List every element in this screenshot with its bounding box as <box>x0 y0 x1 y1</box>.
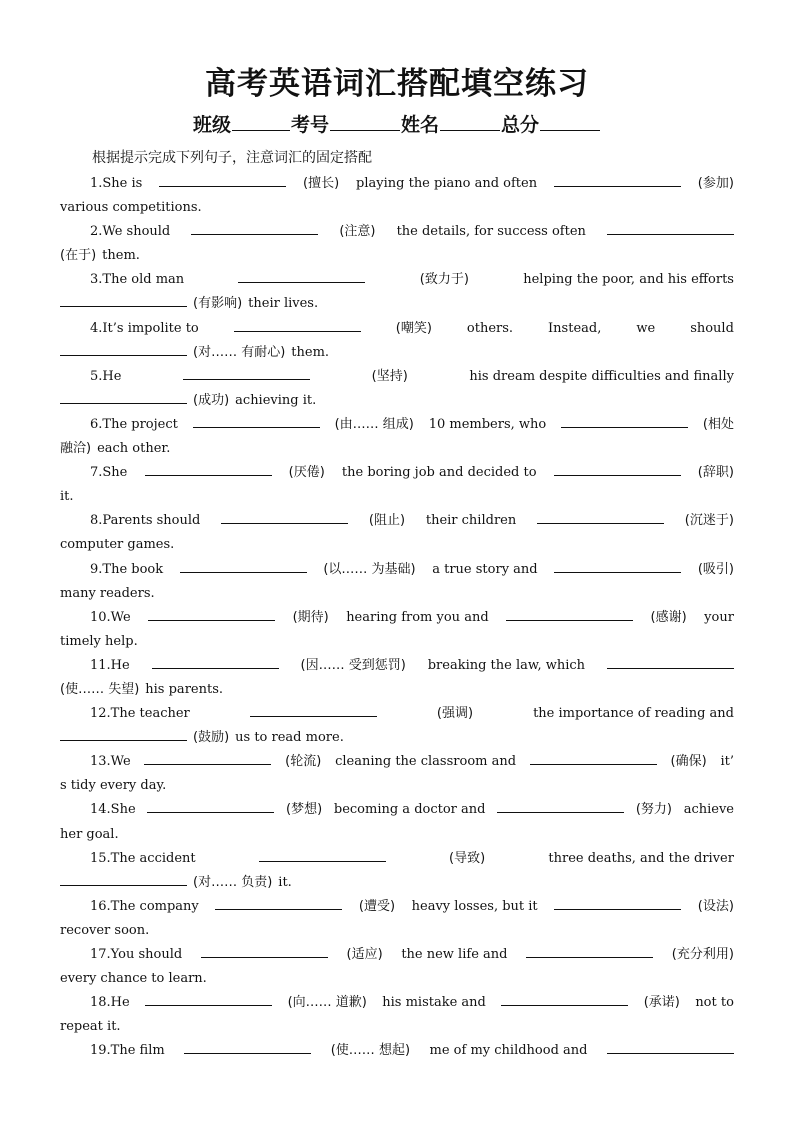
sentence-text: 18.He <box>90 995 130 1011</box>
answer-blank[interactable] <box>144 751 271 765</box>
sentence-text: his dream despite difficulties and finally <box>469 368 734 384</box>
exercise-item <box>60 220 734 268</box>
chinese-hint: (有影响) <box>193 296 243 312</box>
exercise-line <box>60 654 734 678</box>
exercise-line <box>60 991 734 1015</box>
chinese-hint: (适应) <box>346 947 383 962</box>
sentence-text: your <box>704 609 734 625</box>
sentence-text: 19.The film <box>90 1043 165 1059</box>
exercise-item <box>60 268 734 316</box>
exercise-item <box>60 509 734 557</box>
name-label: 姓名 <box>401 114 440 136</box>
chinese-hint: (在于) <box>60 248 97 264</box>
exercise-line <box>60 461 734 485</box>
answer-blank[interactable] <box>554 173 681 187</box>
exercise-line <box>60 606 734 630</box>
chinese-hint: (使…… 失望) <box>60 681 140 697</box>
chinese-hint: (期待) <box>292 609 329 625</box>
answer-blank[interactable] <box>250 703 377 717</box>
exercise-item <box>60 413 734 461</box>
answer-blank[interactable] <box>561 414 688 428</box>
sentence-text: repeat it. <box>60 1019 121 1035</box>
answer-blank[interactable] <box>60 727 187 741</box>
exercise-item <box>60 365 734 413</box>
sentence-text: 1.She is <box>90 176 143 191</box>
chinese-hint: (阻止) <box>368 513 406 529</box>
sentence-text: 13.We <box>90 754 131 770</box>
sentence-text: three deaths, and the driver <box>548 850 734 866</box>
exercise-item <box>60 172 734 220</box>
sentence-text: them. <box>291 344 330 360</box>
answer-blank[interactable] <box>147 799 274 813</box>
answer-blank[interactable] <box>145 992 272 1006</box>
sentence-text: others. <box>466 320 514 336</box>
sentence-text: 16.The company <box>90 898 199 914</box>
exercise-list <box>60 172 734 1088</box>
chinese-hint: (设法) <box>697 898 734 914</box>
chinese-hint: (相处 <box>702 416 734 432</box>
exercise-line <box>60 341 734 365</box>
chinese-hint: (参加) <box>697 176 734 191</box>
exercise-item <box>60 750 734 798</box>
answer-blank[interactable] <box>193 414 320 428</box>
sentence-text: the importance of reading and <box>533 706 734 722</box>
chinese-hint: 融洽) <box>60 441 92 457</box>
answer-blank[interactable] <box>238 269 365 283</box>
sentence-text: the new life and <box>401 947 508 962</box>
exercise-item <box>60 654 734 702</box>
sentence-text: should <box>690 320 734 336</box>
answer-blank[interactable] <box>501 992 628 1006</box>
exercise-line <box>60 967 734 991</box>
sentence-text: achieve <box>683 802 734 818</box>
answer-blank[interactable] <box>159 173 286 187</box>
answer-blank[interactable] <box>180 559 307 573</box>
answer-blank[interactable] <box>221 510 348 524</box>
chinese-hint: (嘲笑) <box>395 320 432 336</box>
sentence-text: cleaning the classroom and <box>335 754 517 770</box>
exercise-line <box>60 485 734 509</box>
sentence-text: hearing from you and <box>346 609 489 625</box>
exercise-item <box>60 317 734 365</box>
exercise-line <box>60 413 734 437</box>
chinese-hint: (因…… 受到惩罚) <box>300 657 406 673</box>
answer-blank[interactable] <box>60 342 187 356</box>
sentence-text: playing the piano and often <box>356 176 538 191</box>
exercise-line <box>60 196 734 220</box>
sentence-text: their lives. <box>248 296 319 312</box>
chinese-hint: (厌倦) <box>288 465 325 481</box>
answer-blank[interactable] <box>259 848 386 862</box>
exercise-line <box>60 847 734 871</box>
exercise-line <box>60 292 734 316</box>
answer-blank[interactable] <box>554 559 681 573</box>
sentence-text: breaking the law, which <box>427 657 586 673</box>
class-blank[interactable] <box>232 112 290 131</box>
chinese-hint: (轮流) <box>285 754 322 770</box>
exercise-item <box>60 847 734 895</box>
exercise-line <box>60 798 734 822</box>
chinese-hint: (使…… 想起) <box>330 1043 411 1059</box>
exercise-line <box>60 268 734 292</box>
sentence-text: not to <box>695 995 734 1011</box>
sentence-text: them. <box>102 248 140 264</box>
student-info-line <box>0 110 794 137</box>
sentence-text: 11.He <box>90 657 130 673</box>
sentence-text: we <box>636 320 656 336</box>
answer-blank[interactable] <box>234 318 361 332</box>
sentence-text: his mistake and <box>382 995 486 1011</box>
sentence-text: his parents. <box>145 681 223 697</box>
sentence-text: it. <box>278 874 292 890</box>
sentence-text: 6.The project <box>90 416 178 432</box>
sentence-text: me of my childhood and <box>429 1043 588 1059</box>
sentence-text: 17.You should <box>90 947 183 962</box>
exercise-line <box>60 943 734 967</box>
chinese-hint: (成功) <box>193 392 230 408</box>
exercise-line <box>60 582 734 606</box>
sentence-text: many readers. <box>60 585 155 601</box>
sentence-text: a true story and <box>432 561 538 577</box>
chinese-hint: (对…… 负责) <box>193 874 273 890</box>
exercise-line <box>60 365 734 389</box>
sentence-text: us to read more. <box>235 730 344 746</box>
exercise-line <box>60 774 734 798</box>
answer-blank[interactable] <box>201 944 328 958</box>
answer-blank[interactable] <box>554 462 681 476</box>
exercise-line <box>60 895 734 919</box>
exercise-item <box>60 702 734 750</box>
score-label: 总分 <box>501 114 540 136</box>
exercise-line <box>60 726 734 750</box>
number-blank[interactable] <box>330 112 400 131</box>
exercise-line <box>60 389 734 413</box>
sentence-text: recover soon. <box>60 922 150 938</box>
sentence-text: 12.The teacher <box>90 706 190 722</box>
chinese-hint: (辞职) <box>697 465 734 481</box>
sentence-text: becoming a doctor and <box>333 802 486 818</box>
sentence-text: every chance to learn. <box>60 971 207 987</box>
answer-blank[interactable] <box>554 896 681 910</box>
chinese-hint: (鼓励) <box>193 730 230 746</box>
instruction-text: 根据提示完成下列句子，注意词汇的固定搭配 <box>92 150 372 166</box>
sentence-text: Instead, <box>548 320 602 336</box>
sentence-text: the details, for success often <box>396 224 586 240</box>
sentence-text: each other. <box>97 441 171 457</box>
answer-blank[interactable] <box>148 607 275 621</box>
sentence-text: 9.The book <box>90 561 164 577</box>
number-label: 考号 <box>290 114 329 136</box>
chinese-hint: (沉迷于) <box>684 513 734 529</box>
sentence-text: it’ <box>720 754 734 770</box>
answer-blank[interactable] <box>215 896 342 910</box>
sentence-text: 15.The accident <box>90 850 196 866</box>
chinese-hint: (强调) <box>436 706 474 722</box>
name-blank[interactable] <box>440 112 500 131</box>
chinese-hint: (注意) <box>339 224 376 240</box>
answer-blank[interactable] <box>184 1040 311 1054</box>
sentence-text: computer games. <box>60 537 175 553</box>
exercise-line <box>60 317 734 341</box>
sentence-text: achieving it. <box>235 392 317 408</box>
exercise-line <box>60 220 734 244</box>
sentence-text: various competitions. <box>60 200 202 216</box>
sentence-text: 8.Parents should <box>90 513 201 529</box>
exercise-line <box>60 533 734 557</box>
chinese-hint: (充分利用) <box>671 947 734 962</box>
answer-blank[interactable] <box>537 510 664 524</box>
sentence-text: 7.She <box>90 465 128 481</box>
chinese-hint: (向…… 道歉) <box>287 995 367 1011</box>
exercise-item <box>60 1039 734 1087</box>
answer-blank[interactable] <box>152 655 279 669</box>
sentence-text: the boring job and decided to <box>341 465 537 481</box>
exercise-item <box>60 798 734 846</box>
answer-blank[interactable] <box>60 390 187 404</box>
answer-blank[interactable] <box>506 607 633 621</box>
exercise-line <box>60 1039 734 1063</box>
exercise-line <box>60 509 734 533</box>
chinese-hint: (致力于) <box>419 272 469 288</box>
answer-blank[interactable] <box>607 1040 734 1054</box>
sentence-text: 10.We <box>90 609 131 625</box>
score-blank[interactable] <box>540 112 600 131</box>
exercise-item <box>60 895 734 943</box>
class-label: 班级 <box>192 114 231 136</box>
chinese-hint: (梦想) <box>286 802 323 818</box>
chinese-hint: (确保) <box>670 754 707 770</box>
exercise-line <box>60 871 734 895</box>
answer-blank[interactable] <box>530 751 657 765</box>
exercise-line <box>60 244 734 268</box>
exercise-line <box>60 678 734 702</box>
sentence-text: s tidy every day. <box>60 778 167 794</box>
exercise-item <box>60 558 734 606</box>
chinese-hint: (吸引) <box>697 561 734 577</box>
exercise-line <box>60 919 734 943</box>
answer-blank[interactable] <box>60 872 187 886</box>
chinese-hint: (承诺) <box>643 995 680 1011</box>
exercise-line <box>60 1015 734 1039</box>
sentence-text: heavy losses, but it <box>411 898 538 914</box>
sentence-text: their children <box>425 513 517 529</box>
sentence-text: timely help. <box>60 633 138 649</box>
exercise-line <box>60 630 734 654</box>
chinese-hint: (以…… 为基础) <box>323 561 416 577</box>
chinese-hint: (感谢) <box>650 609 687 625</box>
answer-blank[interactable] <box>60 293 187 307</box>
chinese-hint: (由…… 组成) <box>334 416 414 432</box>
exercise-line <box>60 172 734 196</box>
sentence-text: 3.The old man <box>90 272 185 288</box>
answer-blank[interactable] <box>145 462 272 476</box>
sentence-text: 14.She <box>90 802 136 818</box>
sentence-text: it. <box>60 489 74 505</box>
exercise-line <box>60 702 734 726</box>
exercise-item <box>60 461 734 509</box>
sentence-text: 4.It’s impolite to <box>90 320 199 336</box>
chinese-hint: (对…… 有耐心) <box>193 344 286 360</box>
answer-blank[interactable] <box>497 799 624 813</box>
sentence-text: helping the poor, and his efforts <box>523 272 734 288</box>
page-title: 高考英语词汇搭配填空练习 <box>205 66 589 102</box>
answer-blank[interactable] <box>607 655 734 669</box>
chinese-hint: (擅长) <box>303 176 340 191</box>
exercise-line <box>60 437 734 461</box>
exercise-line <box>60 823 734 847</box>
chinese-hint: (努力) <box>635 802 672 818</box>
sentence-text: 5.He <box>90 368 122 384</box>
chinese-hint: (遭受) <box>358 898 396 914</box>
exercise-item <box>60 606 734 654</box>
answer-blank[interactable] <box>183 366 310 380</box>
sentence-text: 2.We should <box>90 224 171 240</box>
sentence-text: her goal. <box>60 826 119 842</box>
exercise-line <box>60 750 734 774</box>
chinese-hint: (导致) <box>449 850 486 866</box>
exercise-line <box>60 558 734 582</box>
sentence-text: 10 members, who <box>428 416 547 432</box>
answer-blank[interactable] <box>526 944 653 958</box>
answer-blank[interactable] <box>607 221 734 235</box>
answer-blank[interactable] <box>191 221 318 235</box>
exercise-item <box>60 991 734 1039</box>
exercise-item <box>60 943 734 991</box>
chinese-hint: (坚持) <box>371 368 408 384</box>
